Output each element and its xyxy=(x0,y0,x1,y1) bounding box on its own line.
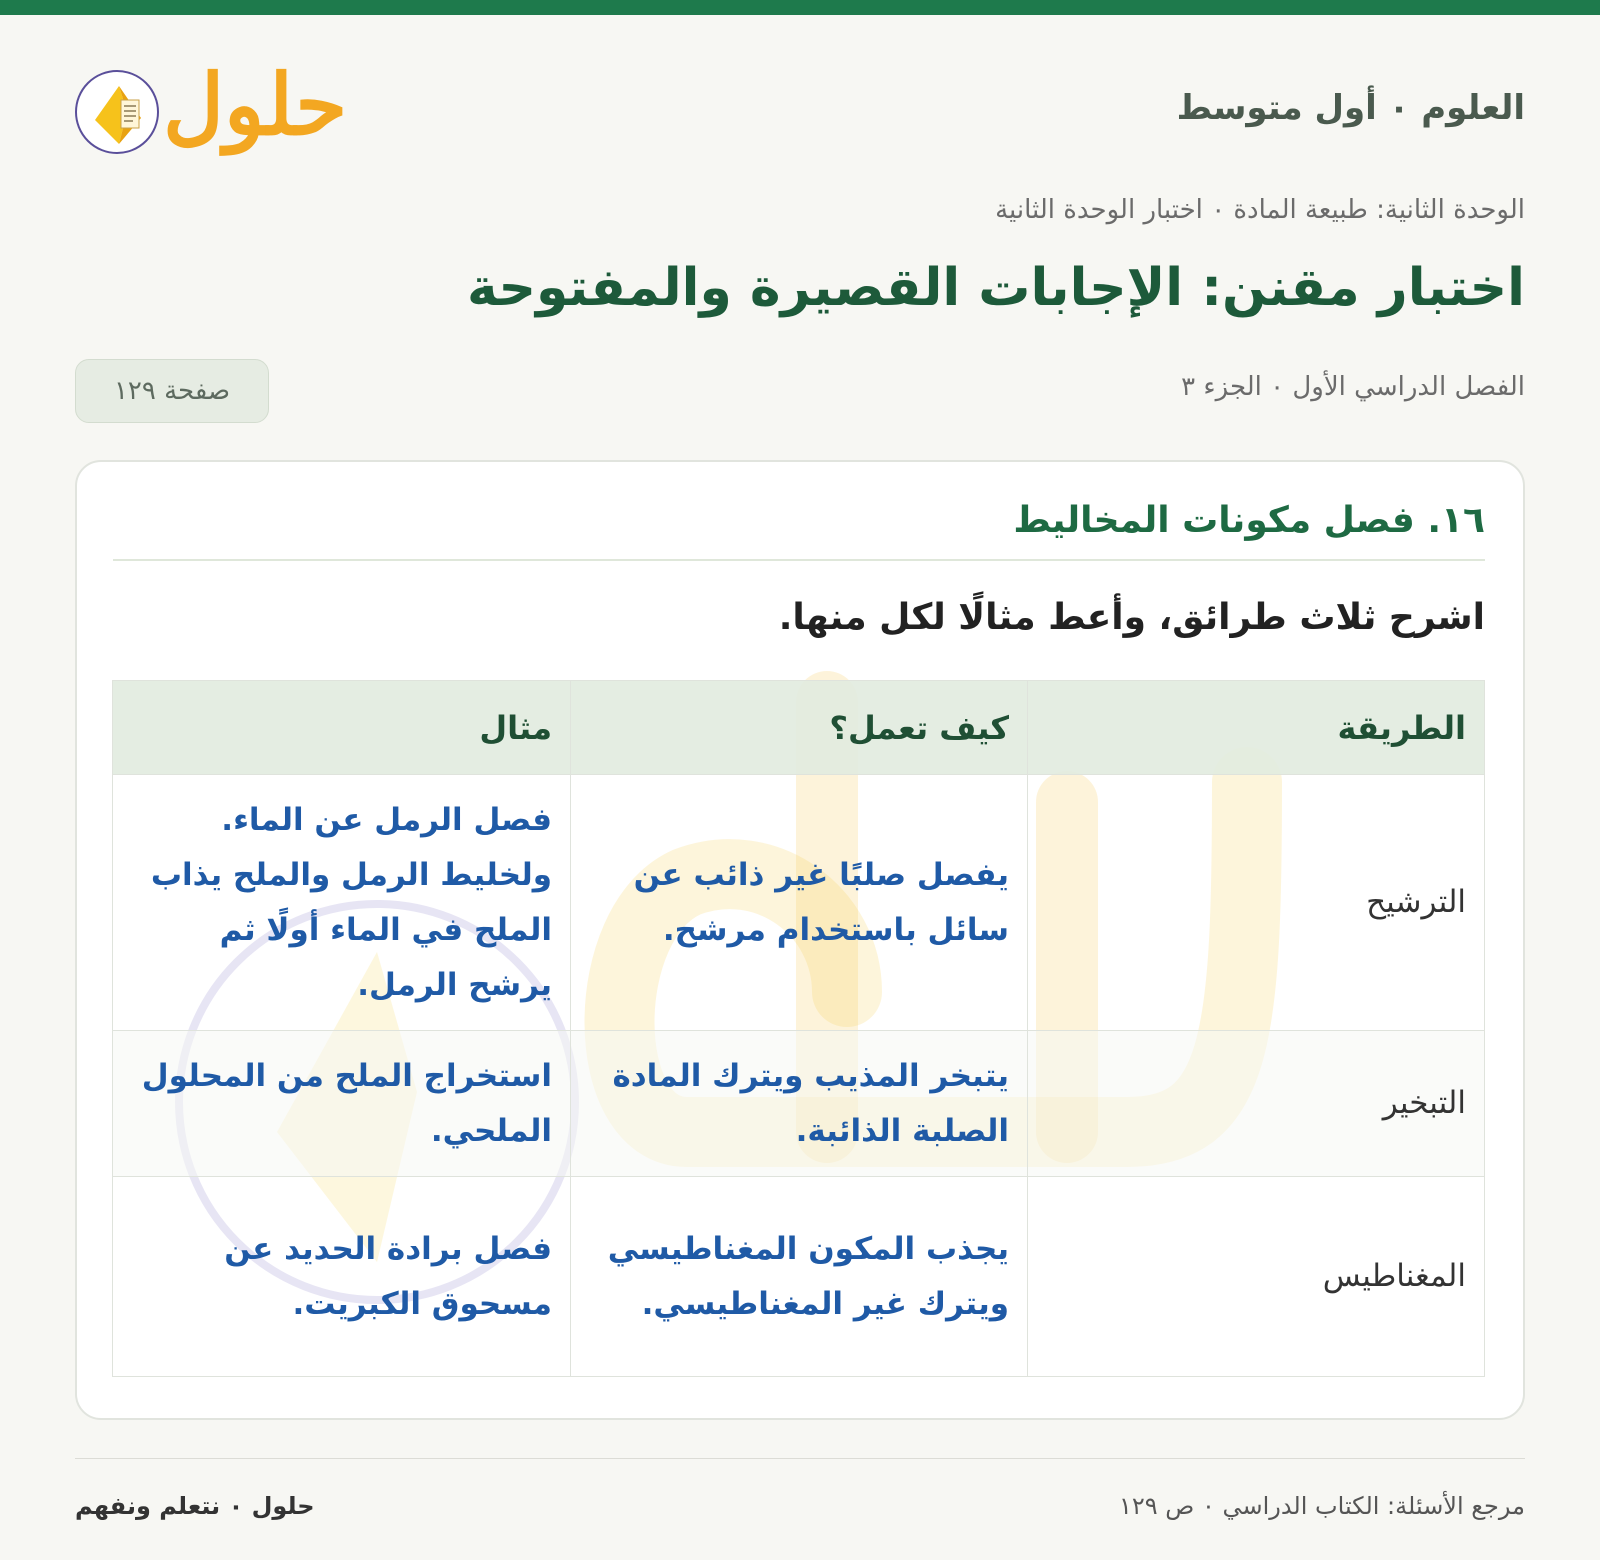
how-cell: يتبخر المذيب ويترك المادة الصلبة الذائبة. xyxy=(571,1031,1028,1177)
subject-title: العلوم ٠ أول متوسط xyxy=(1176,88,1525,128)
top-accent-bar xyxy=(0,0,1600,15)
logo-emblem-icon xyxy=(75,70,159,154)
breadcrumb: الوحدة الثانية: طبيعة المادة ٠ اختبار الوحدة الثانية xyxy=(995,195,1525,225)
column-header-example: مثال xyxy=(113,681,571,775)
column-header-how: كيف تعمل؟ xyxy=(571,681,1028,775)
method-cell: التبخير xyxy=(1028,1031,1485,1177)
methods-table xyxy=(112,680,1485,1377)
meta-row xyxy=(75,355,1525,425)
footer-reference: مرجع الأسئلة: الكتاب الدراسي ٠ ص ١٢٩ xyxy=(1118,1492,1525,1520)
example-cell: فصل الرمل عن الماء. ولخليط الرمل والملح يذاب الملح في الماء أولًا ثم يرشح الرمل. xyxy=(113,775,571,1031)
question-title: ١٦. فصل مكونات المخاليط xyxy=(1013,500,1485,541)
logo-wordmark: حلول xyxy=(163,55,348,154)
page-number-badge: صفحة ١٢٩ xyxy=(75,359,269,423)
method-cell: الترشيح xyxy=(1028,775,1485,1031)
site-logo[interactable] xyxy=(75,50,348,160)
question-card xyxy=(75,460,1525,1420)
how-cell: يجذب المكون المغناطيسي ويترك غير المغناطيسي. xyxy=(571,1177,1028,1377)
example-cell: استخراج الملح من المحلول الملحي. xyxy=(113,1031,571,1177)
example-cell: فصل برادة الحديد عن مسحوق الكبريت. xyxy=(113,1177,571,1377)
table-header-row xyxy=(113,681,1485,775)
method-cell: المغناطيس xyxy=(1028,1177,1485,1377)
table-row xyxy=(113,1177,1485,1377)
table-row xyxy=(113,1031,1485,1177)
question-divider xyxy=(113,559,1485,561)
footer-brand: حلول ٠ نتعلم ونفهم xyxy=(75,1492,315,1520)
footer-divider xyxy=(75,1458,1525,1459)
header xyxy=(75,50,1525,160)
semester-info: الفصل الدراسي الأول ٠ الجزء ٣ xyxy=(1181,372,1525,402)
column-header-method: الطريقة xyxy=(1028,681,1485,775)
page-title: اختبار مقنن: الإجابات القصيرة والمفتوحة xyxy=(466,258,1525,318)
question-prompt: اشرح ثلاث طرائق، وأعط مثالًا لكل منها. xyxy=(778,597,1485,638)
how-cell: يفصل صلبًا غير ذائب عن سائل باستخدام مرشح. xyxy=(571,775,1028,1031)
table-row xyxy=(113,775,1485,1031)
